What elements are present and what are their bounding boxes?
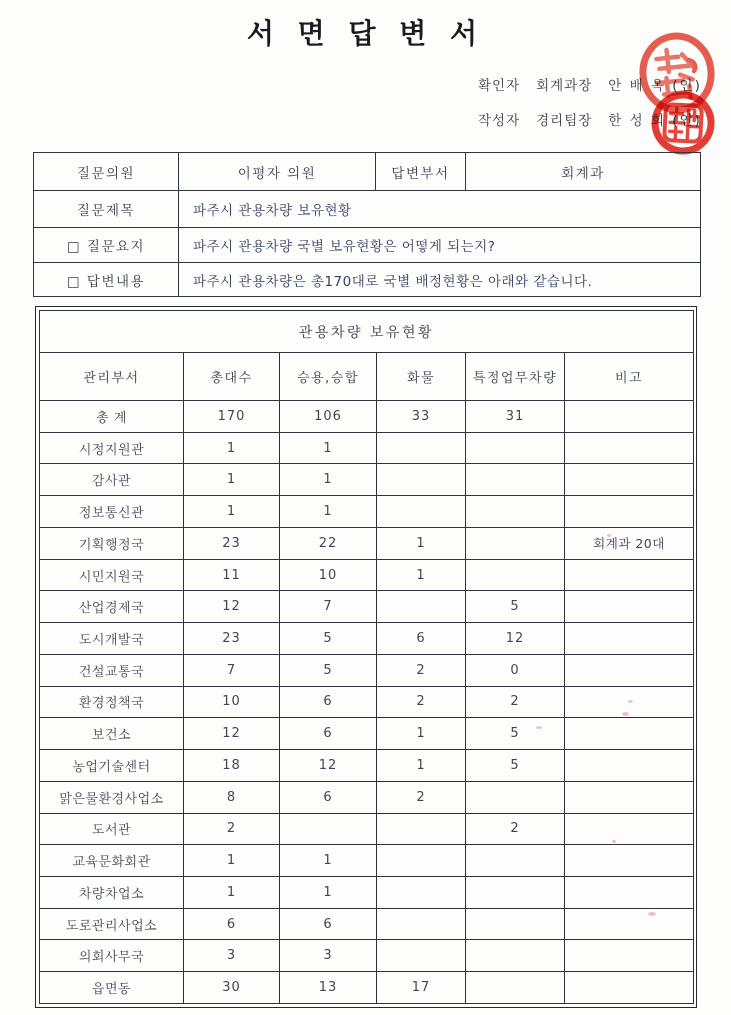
total-cell: 23 xyxy=(184,623,280,655)
table-row xyxy=(40,432,694,464)
passenger-cell: 3 xyxy=(280,940,377,972)
passenger-cell: 7 xyxy=(280,591,377,623)
total-cell: 2 xyxy=(184,813,280,845)
cargo-cell: 33 xyxy=(377,401,466,433)
note-cell xyxy=(565,464,694,496)
confirmer-name: 안 배 옥 (인) xyxy=(608,77,702,94)
cargo-cell: 6 xyxy=(377,623,466,655)
special-cell xyxy=(466,781,565,813)
cargo-cell xyxy=(377,496,466,528)
note-cell xyxy=(565,972,694,1004)
header-total: 총대수 xyxy=(184,353,280,401)
cargo-cell: 1 xyxy=(377,750,466,782)
cargo-cell: 2 xyxy=(377,781,466,813)
question-title-value: 파주시 관용차량 보유현황 xyxy=(179,191,701,228)
dept-cell: 맑은물환경사업소 xyxy=(40,781,184,813)
question-title-label: 질문제목 xyxy=(34,191,179,228)
info-row-2 xyxy=(34,191,701,228)
total-cell: 6 xyxy=(184,908,280,940)
cargo-cell xyxy=(377,845,466,877)
passenger-cell: 1 xyxy=(280,464,377,496)
table-row xyxy=(40,750,694,782)
dept-cell: 시정지원관 xyxy=(40,432,184,464)
total-cell: 8 xyxy=(184,781,280,813)
table-row xyxy=(40,527,694,559)
table-header-row xyxy=(40,353,694,401)
ink-speck xyxy=(628,700,633,703)
dept-cell: 차량차업소 xyxy=(40,877,184,909)
cargo-cell: 1 xyxy=(377,527,466,559)
note-cell xyxy=(565,401,694,433)
author-label: 작성자 xyxy=(478,112,521,129)
special-cell xyxy=(466,496,565,528)
note-cell xyxy=(565,591,694,623)
ink-speck xyxy=(612,840,616,843)
dept-cell: 도시개발국 xyxy=(40,623,184,655)
dept-cell: 시민지원국 xyxy=(40,559,184,591)
confirmer-line xyxy=(478,66,718,101)
passenger-cell: 22 xyxy=(280,527,377,559)
answer-dept-value: 회계과 xyxy=(466,153,701,191)
cargo-cell: 1 xyxy=(377,559,466,591)
question-info-table xyxy=(33,152,701,297)
vehicle-table-container xyxy=(35,306,697,1008)
ink-speck xyxy=(694,148,700,152)
cargo-cell xyxy=(377,940,466,972)
total-cell: 30 xyxy=(184,972,280,1004)
passenger-cell: 6 xyxy=(280,686,377,718)
dept-cell: 농업기술센터 xyxy=(40,750,184,782)
passenger-cell: 6 xyxy=(280,718,377,750)
dept-cell: 교육문화회관 xyxy=(40,845,184,877)
dept-cell: 산업경제국 xyxy=(40,591,184,623)
info-row-4 xyxy=(34,263,701,297)
total-cell: 11 xyxy=(184,559,280,591)
special-cell: 31 xyxy=(466,401,565,433)
note-cell xyxy=(565,496,694,528)
answer-content-value: 파주시 관용차량은 총170대로 국별 배정현황은 아래와 같습니다. xyxy=(179,263,701,297)
cargo-cell: 17 xyxy=(377,972,466,1004)
note-cell xyxy=(565,940,694,972)
table-row xyxy=(40,908,694,940)
cargo-cell xyxy=(377,591,466,623)
total-cell: 1 xyxy=(184,496,280,528)
cargo-cell: 1 xyxy=(377,718,466,750)
table-row xyxy=(40,654,694,686)
table-row xyxy=(40,496,694,528)
total-cell: 170 xyxy=(184,401,280,433)
note-cell xyxy=(565,845,694,877)
cargo-cell: 2 xyxy=(377,654,466,686)
passenger-cell: 1 xyxy=(280,877,377,909)
table-row xyxy=(40,877,694,909)
dept-cell: 건설교통국 xyxy=(40,654,184,686)
special-cell xyxy=(466,908,565,940)
passenger-cell: 5 xyxy=(280,654,377,686)
note-cell: 회계과 20대 xyxy=(565,527,694,559)
passenger-cell: 5 xyxy=(280,623,377,655)
table-row xyxy=(40,559,694,591)
dept-cell: 총 계 xyxy=(40,401,184,433)
cargo-cell xyxy=(377,908,466,940)
total-cell: 1 xyxy=(184,432,280,464)
total-cell: 23 xyxy=(184,527,280,559)
cargo-cell xyxy=(377,877,466,909)
table-row xyxy=(40,972,694,1004)
dept-cell: 감사관 xyxy=(40,464,184,496)
note-cell xyxy=(565,559,694,591)
special-cell xyxy=(466,464,565,496)
info-row-3 xyxy=(34,228,701,263)
total-cell: 12 xyxy=(184,591,280,623)
passenger-cell: 6 xyxy=(280,781,377,813)
passenger-cell: 1 xyxy=(280,432,377,464)
special-cell: 5 xyxy=(466,750,565,782)
special-cell xyxy=(466,877,565,909)
confirmer-label: 확인자 xyxy=(478,77,521,94)
dept-cell: 보건소 xyxy=(40,718,184,750)
note-cell xyxy=(565,781,694,813)
total-cell: 12 xyxy=(184,718,280,750)
note-cell xyxy=(565,877,694,909)
approval-block xyxy=(478,66,718,136)
special-cell: 2 xyxy=(466,686,565,718)
passenger-cell xyxy=(280,813,377,845)
page-title: 서 면 답 변 서 xyxy=(246,17,485,50)
info-row-1 xyxy=(34,153,701,191)
table-row xyxy=(40,464,694,496)
table-row xyxy=(40,940,694,972)
ink-speck xyxy=(607,534,611,537)
cargo-cell: 2 xyxy=(377,686,466,718)
header-passenger: 승용,승합 xyxy=(280,353,377,401)
special-cell xyxy=(466,432,565,464)
special-cell xyxy=(466,940,565,972)
total-cell: 1 xyxy=(184,845,280,877)
header-special: 특정업무차량 xyxy=(466,353,565,401)
question-member-value: 이평자 의원 xyxy=(179,153,376,191)
confirmer-role: 회계과장 xyxy=(536,77,593,94)
cargo-cell xyxy=(377,464,466,496)
author-name: 한 성 희 (인) xyxy=(608,112,702,129)
total-cell: 10 xyxy=(184,686,280,718)
total-cell: 1 xyxy=(184,464,280,496)
table-row xyxy=(40,401,694,433)
special-cell: 0 xyxy=(466,654,565,686)
question-member-label: 질문의원 xyxy=(34,153,179,191)
dept-cell: 정보통신관 xyxy=(40,496,184,528)
passenger-cell: 12 xyxy=(280,750,377,782)
table-row xyxy=(40,591,694,623)
dept-cell: 의회사무국 xyxy=(40,940,184,972)
special-cell: 5 xyxy=(466,718,565,750)
header-dept: 관리부서 xyxy=(40,353,184,401)
special-cell xyxy=(466,845,565,877)
table-row xyxy=(40,718,694,750)
passenger-cell: 1 xyxy=(280,845,377,877)
ink-speck xyxy=(648,912,656,916)
note-cell xyxy=(565,654,694,686)
passenger-cell: 106 xyxy=(280,401,377,433)
table-row xyxy=(40,845,694,877)
total-cell: 7 xyxy=(184,654,280,686)
special-cell: 2 xyxy=(466,813,565,845)
header-note: 비고 xyxy=(565,353,694,401)
dept-cell: 환경정책국 xyxy=(40,686,184,718)
note-cell xyxy=(565,432,694,464)
answer-dept-label: 답변부서 xyxy=(376,153,466,191)
note-cell xyxy=(565,813,694,845)
table-row xyxy=(40,686,694,718)
ink-speck xyxy=(536,726,542,729)
dept-cell: 도로관리사업소 xyxy=(40,908,184,940)
note-cell xyxy=(565,718,694,750)
question-summary-label: □ 질문요지 xyxy=(34,228,179,263)
table-row xyxy=(40,781,694,813)
total-cell: 18 xyxy=(184,750,280,782)
note-cell xyxy=(565,623,694,655)
cargo-cell xyxy=(377,813,466,845)
special-cell xyxy=(466,527,565,559)
note-cell xyxy=(565,750,694,782)
header-cargo: 화물 xyxy=(377,353,466,401)
special-cell: 12 xyxy=(466,623,565,655)
special-cell xyxy=(466,559,565,591)
passenger-cell: 1 xyxy=(280,496,377,528)
table-title-row xyxy=(40,311,694,353)
dept-cell: 도서관 xyxy=(40,813,184,845)
passenger-cell: 6 xyxy=(280,908,377,940)
total-cell: 1 xyxy=(184,877,280,909)
dept-cell: 읍면동 xyxy=(40,972,184,1004)
table-row xyxy=(40,813,694,845)
passenger-cell: 10 xyxy=(280,559,377,591)
author-line xyxy=(478,101,718,136)
special-cell: 5 xyxy=(466,591,565,623)
table-title: 관용차량 보유현황 xyxy=(40,311,694,353)
cargo-cell xyxy=(377,432,466,464)
special-cell xyxy=(466,972,565,1004)
ink-speck xyxy=(622,712,629,716)
passenger-cell: 13 xyxy=(280,972,377,1004)
total-cell: 3 xyxy=(184,940,280,972)
author-role: 경리팀장 xyxy=(536,112,593,129)
dept-cell: 기획행정국 xyxy=(40,527,184,559)
question-summary-value: 파주시 관용차량 국별 보유현황은 어떻게 되는지? xyxy=(179,228,701,263)
note-cell xyxy=(565,908,694,940)
answer-content-label: □ 답변내용 xyxy=(34,263,179,297)
table-row xyxy=(40,623,694,655)
vehicle-holdings-table xyxy=(39,310,694,1004)
